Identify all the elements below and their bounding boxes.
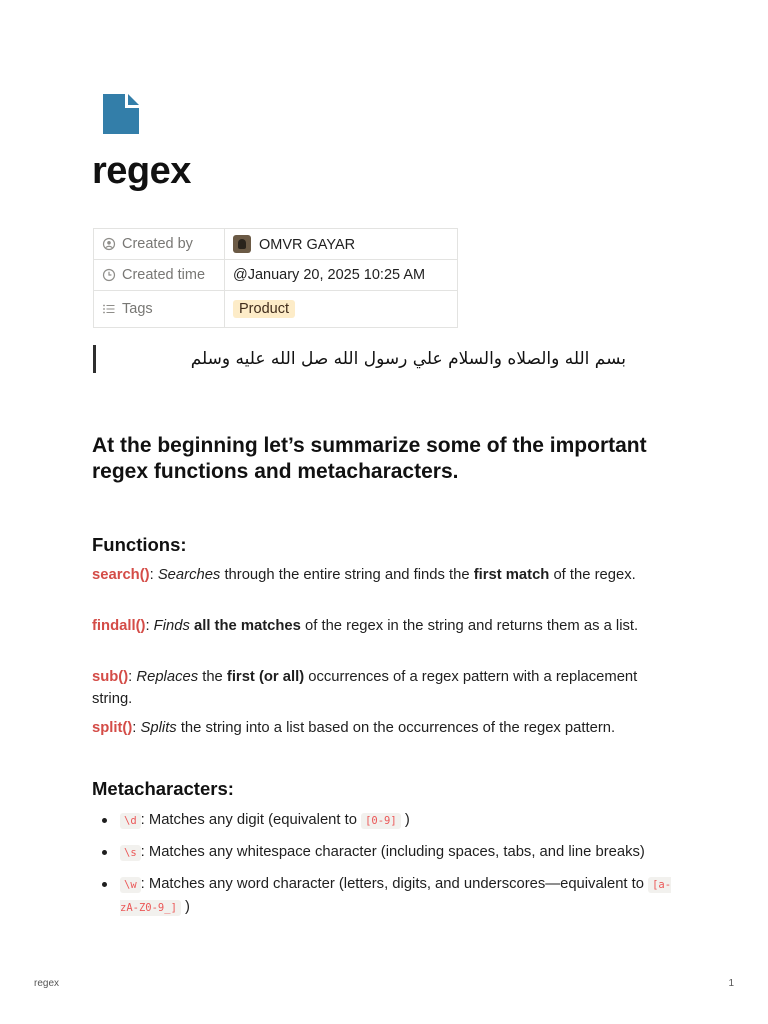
function-search: search(): Searches through the entire string and finds the first match of the regex.: [92, 567, 636, 583]
footer-page-number: 1: [728, 978, 734, 989]
avatar: [233, 235, 251, 253]
inline-code: \w: [120, 877, 141, 893]
property-row-tags: [94, 291, 458, 328]
property-label: Created by: [122, 236, 193, 252]
property-value[interactable]: [225, 291, 458, 328]
list-item: \w : Matches any word character (letters, digits, and underscores—equivalent to [a-zA-Z0-9_] ): [92, 873, 677, 919]
creator-name: OMVR GAYAR: [259, 237, 356, 253]
function-name: sub(): [92, 669, 129, 685]
property-value[interactable]: [225, 229, 458, 260]
metacharacters-list: [92, 809, 677, 928]
inline-code: \s: [120, 845, 141, 861]
inline-code: \d: [120, 813, 141, 829]
inline-code: [0-9]: [361, 813, 401, 829]
inline-code: [a-zA-Z0-9_]: [120, 879, 672, 914]
list-icon: [102, 302, 116, 316]
property-value[interactable]: @January 20, 2025 10:25 AM: [225, 260, 458, 291]
property-row-created-time: [94, 260, 458, 291]
function-name: split(): [92, 720, 133, 736]
section-heading: At the beginning let’s summarize some of the important regex functions and metacharacters.: [92, 434, 647, 483]
footer-page-name: regex: [34, 978, 60, 989]
property-key: [94, 291, 225, 328]
property-row-created-by: [94, 229, 458, 260]
function-split: split(): Splits the string into a list based on the occurrences of the regex pattern.: [92, 720, 616, 736]
property-label: Created time: [122, 267, 206, 283]
property-key: [94, 260, 225, 291]
clock-icon: [102, 268, 116, 282]
function-sub: sub(): Replaces the first (or all) occurrences of a regex pattern with a replacement string.: [92, 669, 638, 707]
page-title: regex: [92, 150, 191, 192]
functions-heading: Functions:: [92, 534, 187, 555]
metacharacters-heading: Metacharacters:: [92, 778, 234, 799]
function-name: findall(): [92, 618, 146, 634]
properties-table: [93, 228, 458, 328]
user-circle-icon: [102, 237, 116, 251]
document-icon: [103, 94, 139, 134]
list-item: \d : Matches any digit (equivalent to [0-9] ): [92, 809, 677, 832]
list-item: \s : Matches any whitespace character (including spaces, tabs, and line breaks): [92, 841, 677, 864]
quote-text: بسم الله والصلاه والسلام علي رسول الله صل الله عليه وسلم: [190, 349, 626, 369]
tag-product[interactable]: Product: [233, 300, 295, 318]
function-name: search(): [92, 567, 150, 583]
quote-block: [93, 345, 656, 373]
property-label: Tags: [122, 301, 153, 317]
function-findall: findall(): Finds all the matches of the regex in the string and returns them as a list.: [92, 618, 639, 634]
property-key: [94, 229, 225, 260]
